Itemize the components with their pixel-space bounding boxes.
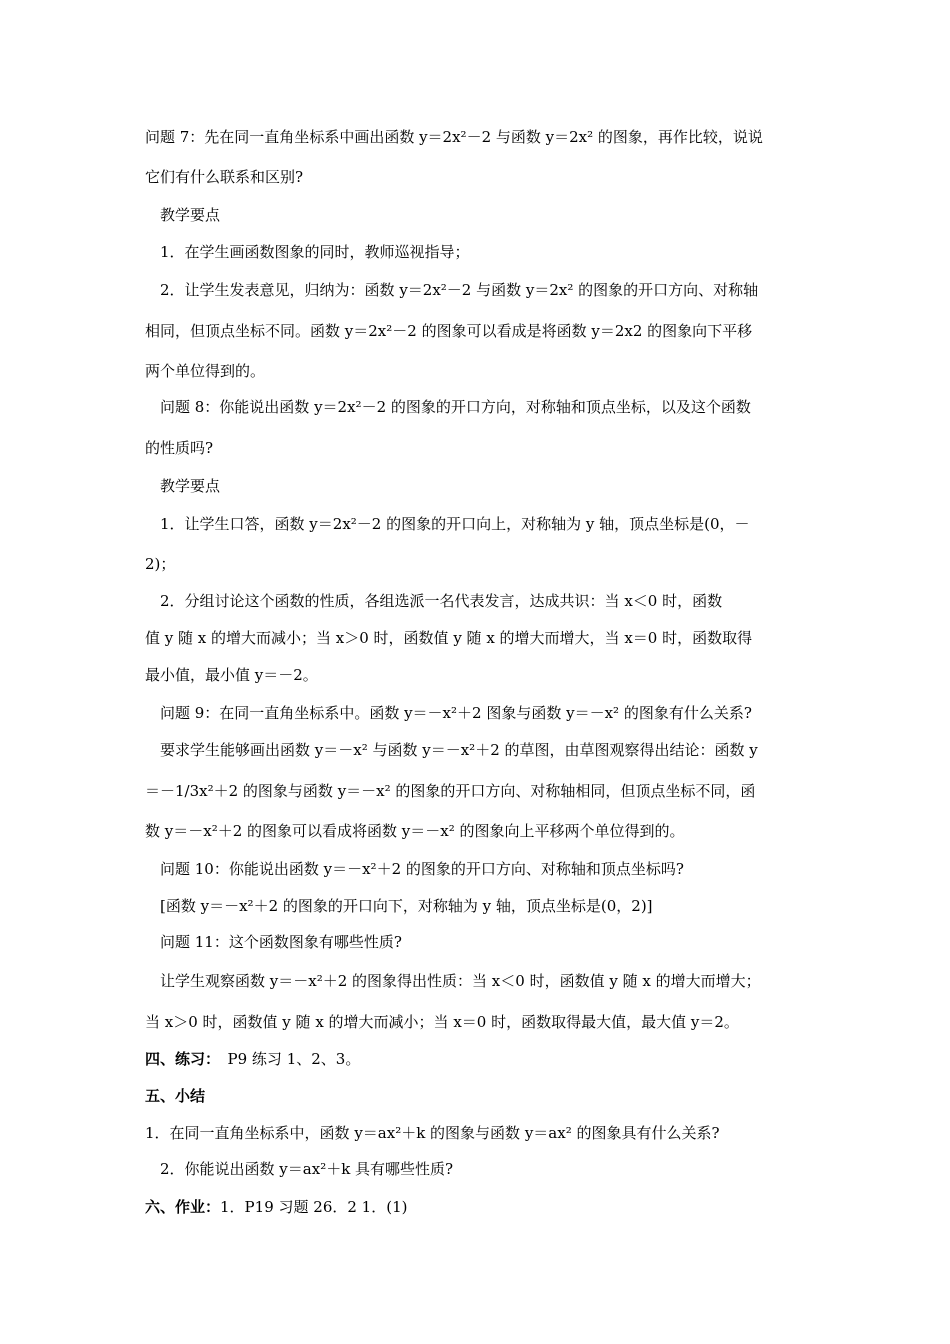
answer-2-line-2: 值 y 随 x 的增大而减小；当 x＞0 时，函数值 y 随 x 的增大而增大，当 x＝0 时，函数取得	[145, 629, 753, 647]
practice-section	[145, 1049, 807, 1069]
problem-9-requirement-line-3: 数 y＝－x²＋2 的图象可以看成将函数 y＝－x² 的图象向上平移两个单位得到的。	[145, 822, 685, 840]
problem-8-line-2: 的性质吗?	[145, 439, 214, 457]
problem-9-requirement-line-2: ＝－1/3x²＋2 的图象与函数 y＝－x² 的图象的开口方向、对称轴相同，但顶点坐标不同，函	[145, 782, 756, 800]
problem-7-line-2: 它们有什么联系和区别?	[145, 168, 304, 186]
problem-10-answer: [函数 y＝－x²＋2 的图象的开口向下，对称轴为 y 轴，顶点坐标是(0，2)]	[160, 897, 653, 915]
problem-10: 问题 10：你能说出函数 y＝－x²＋2 的图象的开口方向、对称轴和顶点坐标吗?	[160, 860, 684, 878]
summary-item-1: 1．在同一直角坐标系中，函数 y＝ax²＋k 的图象与函数 y＝ax² 的图象具有什么关系?	[145, 1124, 720, 1142]
problem-11-answer-line-2: 当 x＞0 时，函数值 y 随 x 的增大而减小；当 x＝0 时，函数取得最大值，最大值 y＝2。	[145, 1013, 739, 1031]
homework-section	[145, 1197, 807, 1217]
summary-item-2: 2．你能说出函数 y＝ax²＋k 具有哪些性质?	[160, 1160, 454, 1178]
answer-1-line-2: 2)；	[145, 555, 176, 573]
practice-heading: 四、练习：	[145, 1050, 213, 1068]
summary-heading: 五、小结	[145, 1087, 206, 1105]
homework-heading: 六、作业：	[145, 1198, 221, 1216]
answer-2-line-3: 最小值，最小值 y＝－2。	[145, 666, 318, 684]
homework-text: 1．P19 习题 26．2 1．(1)	[220, 1198, 408, 1216]
answer-2-line-1: 2．分组讨论这个函数的性质，各组选派一名代表发言，达成共识：当 x＜0 时，函数	[160, 592, 723, 610]
teaching-point-2-line-1: 2．让学生发表意见，归纳为：函数 y＝2x²－2 与函数 y＝2x² 的图象的开口方向、对称轴	[160, 281, 759, 299]
problem-7-line-1: 问题 7：先在同一直角坐标系中画出函数 y＝2x²－2 与函数 y＝2x² 的图象，再作比较，说说	[145, 128, 763, 146]
practice-text: P9 练习 1、2、3。	[212, 1050, 361, 1068]
teaching-point-2-line-2: 相同，但顶点坐标不同。函数 y＝2x²－2 的图象可以看成是将函数 y＝2x2 的图象向下平移	[145, 322, 753, 340]
teaching-point-2-line-3: 两个单位得到的。	[145, 362, 266, 380]
answer-1-line-1: 1．让学生口答，函数 y＝2x²－2 的图象的开口向上，对称轴为 y 轴，顶点坐标是(0，－	[160, 515, 750, 533]
problem-11-answer-line-1: 让学生观察函数 y＝－x²＋2 的图象得出性质：当 x＜0 时，函数值 y 随 x 的增大而增大；	[160, 972, 761, 990]
teaching-points-heading-2: 教学要点	[160, 477, 221, 495]
problem-8-line-1: 问题 8：你能说出函数 y＝2x²－2 的图象的开口方向，对称轴和顶点坐标，以及这个函数	[160, 398, 751, 416]
problem-11: 问题 11：这个函数图象有哪些性质?	[160, 933, 402, 951]
problem-9-requirement-line-1: 要求学生能够画出函数 y＝－x² 与函数 y＝－x²＋2 的草图，由草图观察得出结论：函数 y	[160, 741, 758, 759]
teaching-point-1: 1．在学生画函数图象的同时，教师巡视指导；	[160, 243, 470, 261]
problem-9: 问题 9：在同一直角坐标系中。函数 y＝－x²＋2 图象与函数 y＝－x² 的图象有什么关系?	[160, 704, 752, 722]
teaching-points-heading: 教学要点	[160, 206, 221, 224]
